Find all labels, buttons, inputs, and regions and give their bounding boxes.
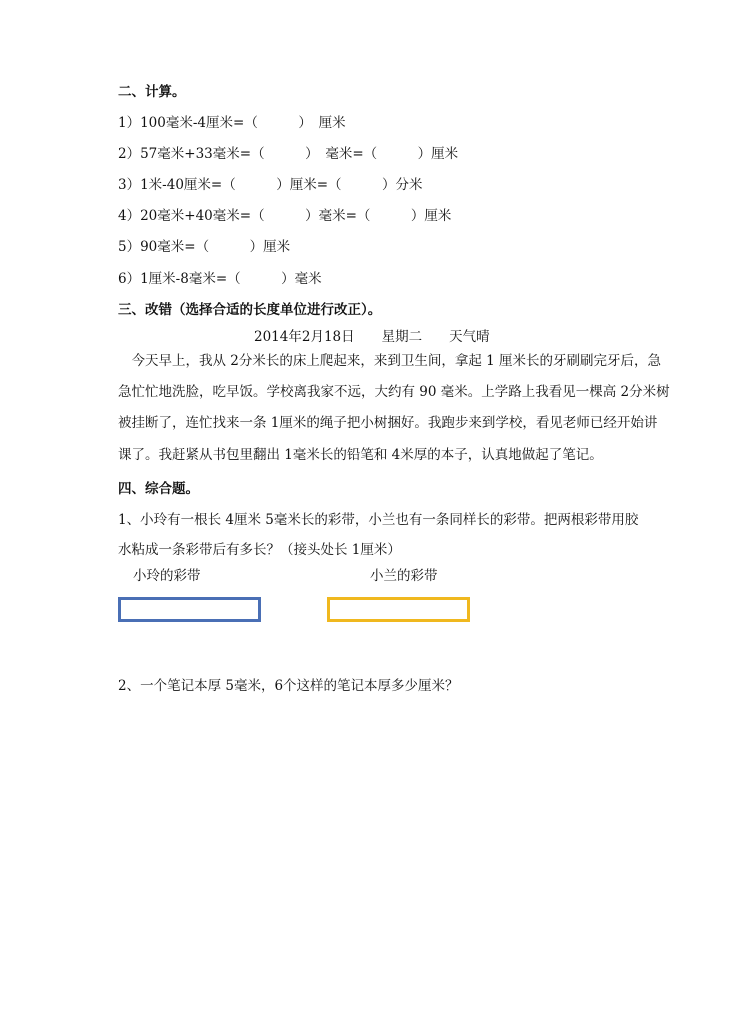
calc-item-1: 1）100毫米-4厘米=（ ） 厘米 [118,115,346,131]
question-1-line-2: 水粘成一条彩带后有多长？（接头处长 1厘米） [118,542,401,558]
diary-line-3: 被挂断了，连忙找来一条 1厘米的绳子把小树捆好。我跑步来到学校，看见老师已经开始讲 [118,415,658,431]
calc-item-5: 5）90毫米=（ ）厘米 [118,239,291,255]
ribbon-box-xiaolan [327,597,470,622]
diary-header: 2014年2月18日 星期二 天气晴 [254,329,490,345]
ribbon-label-xiaolan: 小兰的彩带 [370,568,438,584]
calc-item-4: 4）20毫米+40毫米=（ ）毫米=（ ）厘米 [118,208,452,224]
section2-heading: 二、计算。 [118,84,186,100]
question-1-line-1: 1、小玲有一根长 4厘米 5毫米长的彩带，小兰也有一条同样长的彩带。把两根彩带用胶 [118,512,639,528]
diary-line-2: 急忙忙地洗脸，吃早饭。学校离我家不远，大约有 90 毫米。上学路上我看见一棵高 2分米树 [118,384,670,400]
diary-line-4: 课了。我赶紧从书包里翻出 1毫米长的铅笔和 4米厚的本子，认真地做起了笔记。 [118,447,603,463]
question-2: 2、一个笔记本厚 5毫米，6个这样的笔记本厚多少厘米？ [118,678,459,694]
calc-item-6: 6）1厘米-8毫米=（ ）毫米 [118,271,322,287]
section3-heading: 三、改错（选择合适的长度单位进行改正）。 [118,302,382,318]
ribbon-box-xiaoling [118,597,261,622]
calc-item-3: 3）1米-40厘米=（ ）厘米=（ ）分米 [118,177,423,193]
diary-line-1: 今天早上，我从 2分米长的床上爬起来，来到卫生间，拿起 1 厘米长的牙刷刷完牙后，急 [118,353,662,369]
calc-item-2: 2）57毫米+33毫米=（ ） 毫米=（ ）厘米 [118,146,459,162]
ribbon-label-xiaoling: 小玲的彩带 [133,568,201,584]
section4-heading: 四、综合题。 [118,481,199,497]
